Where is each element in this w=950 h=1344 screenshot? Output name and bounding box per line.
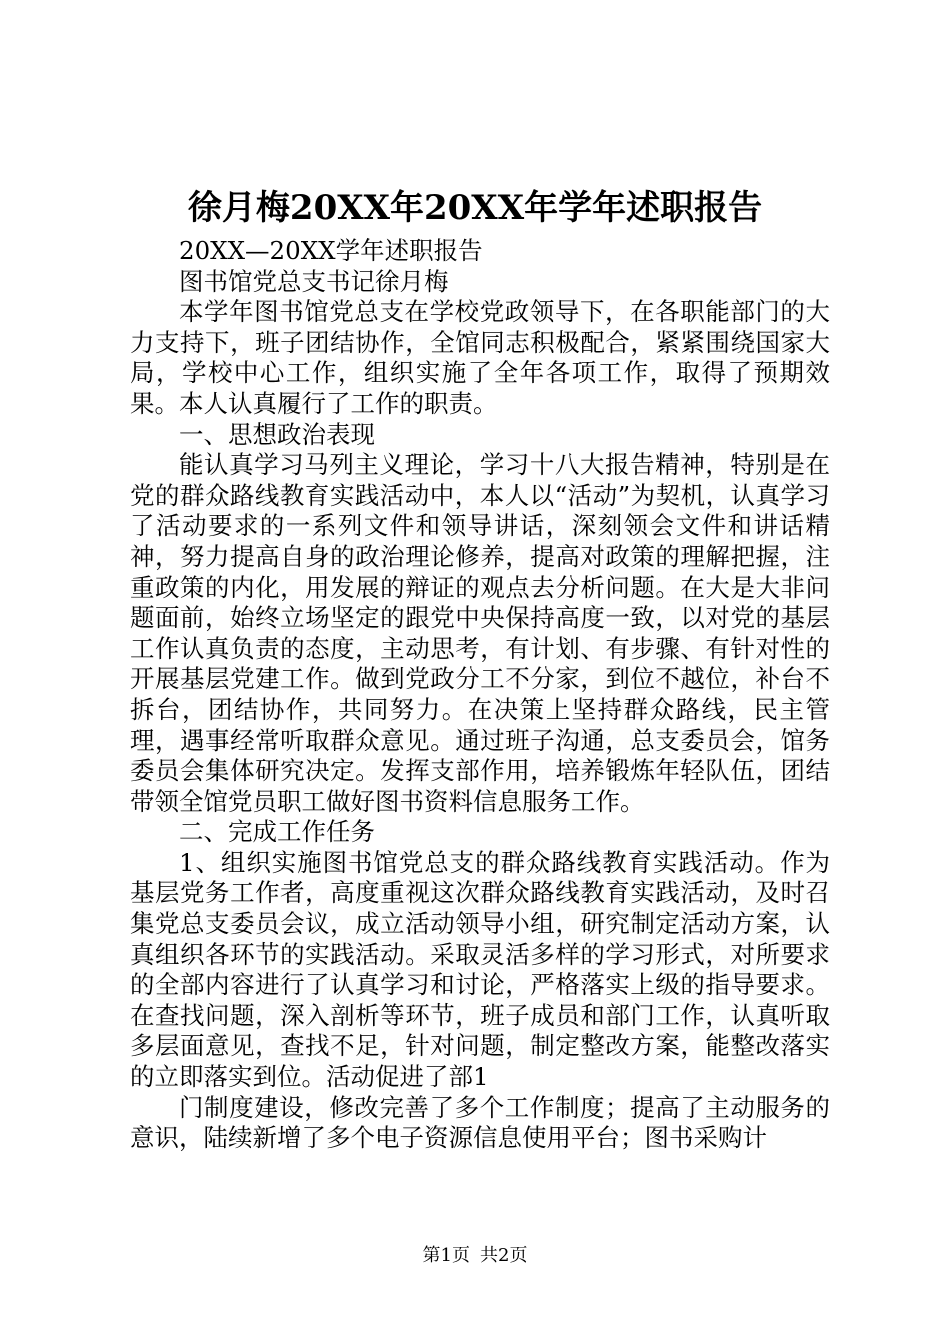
- section-2-paragraph: 1、组织实施图书馆党总支的群众路线教育实践活动。作为基层党务工作者，高度重视这次群众路线教育实践活动，及时召集党总支委员会议，成立活动领导小组，研究制定活动方案，认真组织各环节的实践活动。采取灵活多样的学习形式，对所要求的全部内容进行了认真学习和讨论，严格落实上级的指导要求。在查找问题，深入剖析等环节，班子成员和部门工作，认真听取多层面意见，查找不足，针对问题，制定整改方案，能整改落实的立即落实到位。活动促进了部1: [130, 847, 830, 1092]
- intro-paragraph: 本学年图书馆党总支在学校党政领导下，在各职能部门的大力支持下，班子团结协作，全馆同志积极配合，紧紧围绕国家大局，学校中心工作，组织实施了全年各项工作，取得了预期效果。本人认真履行了工作的职责。: [130, 297, 830, 418]
- document-title: 徐月梅20XX年20XX年学年述职报告: [187, 188, 763, 228]
- author-paragraph: 图书馆党总支书记徐月梅: [179, 266, 449, 296]
- page-footer: [0, 1244, 950, 1268]
- section-1-paragraph: 能认真学习马列主义理论，学习十八大报告精神，特别是在党的群众路线教育实践活动中，本人以“活动”为契机，认真学习了活动要求的一系列文件和领导讲话，深刻领会文件和讲话精神，努力提高自身的政治理论修养，提高对政策的理解把握，注重政策的内化，用发展的辩证的观点去分析问题。在大是大非问题面前，始终立场坚定的跟党中央保持高度一致，以对党的基层工作认真负责的态度，主动思考，有计划、有步骤、有针对性的开展基层党建工作。做到党政分工不分家，到位不越位，补台不拆台，团结协作，共同努力。在决策上坚持群众路线，民主管理，遇事经常听取群众意见。通过班子沟通，总支委员会，馆务委员会集体研究决定。发挥支部作用，培养锻炼年轻队伍，团结带领全馆党员职工做好图书资料信息服务工作。: [130, 450, 830, 816]
- continued-paragraph: 门制度建设，修改完善了多个工作制度；提高了主动服务的意识，陆续新增了多个电子资源信息使用平台；图书采购计: [130, 1092, 830, 1153]
- page-total: 共2页: [480, 1245, 528, 1266]
- subtitle-paragraph: 20XX—20XX学年述职报告: [179, 236, 483, 265]
- section-heading-2: 二、完成工作任务: [179, 817, 375, 847]
- document-body: [130, 236, 830, 1154]
- page-number: 第1页: [422, 1245, 470, 1266]
- section-heading-1: 一、思想政治表现: [179, 419, 375, 449]
